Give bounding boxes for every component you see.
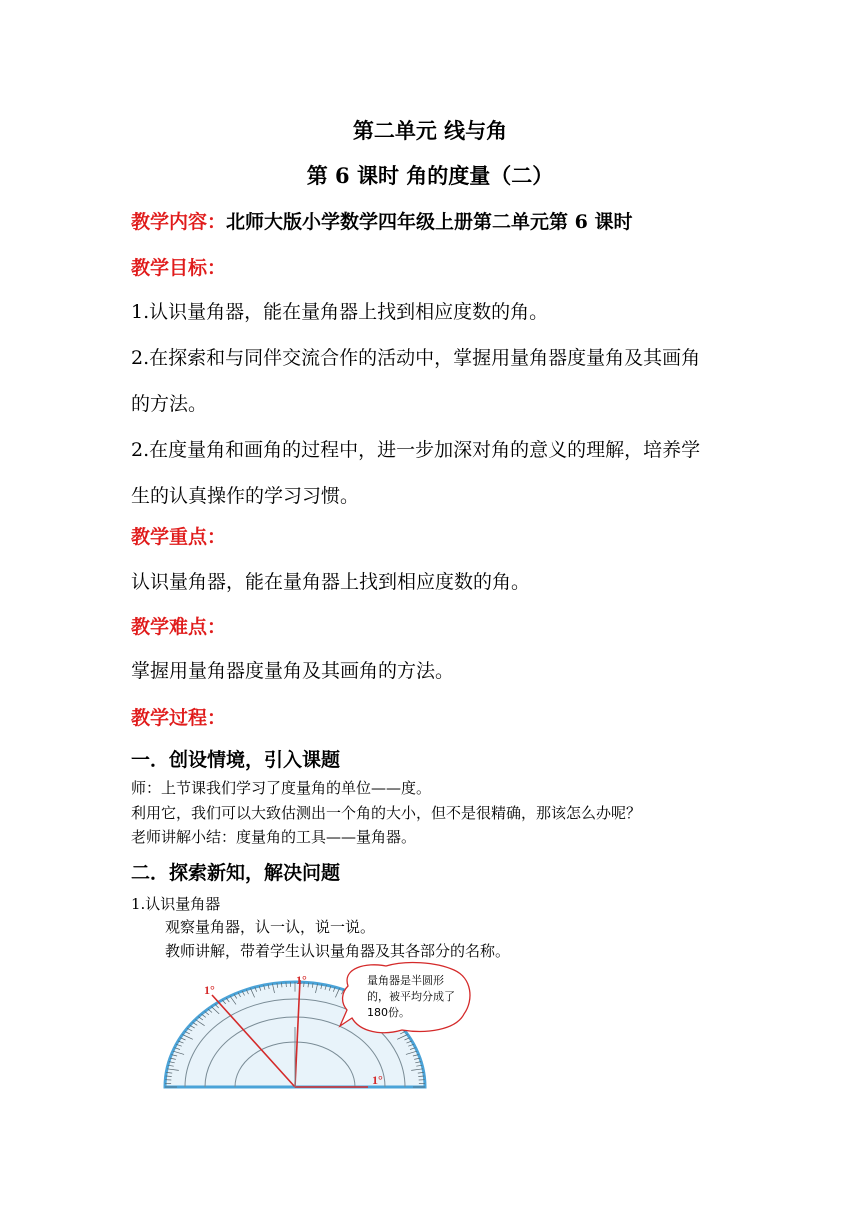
key-point-label: 教学重点：: [131, 526, 227, 548]
speech-bubble-text: 量角器是半圆形的，被平均分成了180份。: [367, 974, 455, 1019]
protractor-tick: [418, 1076, 424, 1077]
content-row: [131, 207, 632, 234]
protractor-tick: [166, 1076, 172, 1077]
objective-3-line-a: 2.在度量角和画角的过程中，进一步加深对角的意义的理解，培养学: [131, 439, 701, 461]
content-text: 北师大版小学数学四年级上册第二单元第 6 课时: [226, 211, 633, 233]
objective-3-line-b: 生的认真操作的学习习惯。: [131, 485, 360, 507]
process-label: 教学过程：: [131, 707, 227, 729]
section-2-heading: 二．探索新知，解决问题: [131, 862, 341, 884]
section-2-line-2: 教师讲解，带着学生认识量角器及其各部分的名称。: [165, 942, 511, 960]
objectives-label: 教学目标：: [131, 257, 227, 279]
protractor-tick: [286, 982, 287, 987]
unit-title: 第二单元 线与角: [352, 118, 508, 143]
section-1-heading: 一．创设情境，引入课题: [131, 749, 341, 771]
section-2-subheading: 1.认识量角器: [131, 895, 221, 913]
difficulty-label: 教学难点：: [131, 616, 227, 638]
content-label: 教学内容：: [131, 211, 227, 233]
lesson-title: 第 6 课时 角的度量（二）: [306, 163, 554, 188]
objective-2-line-b: 的方法。: [131, 393, 208, 415]
difficulty-text: 掌握用量角器度量角及其画角的方法。: [131, 660, 455, 682]
degree-label-left: 1°: [204, 983, 215, 997]
section-2-line-1: 观察量角器，认一认，说一说。: [165, 918, 376, 936]
section-1-line-2: 利用它，我们可以大致估测出一个角的大小，但不是很精确，那该怎么办呢？: [131, 804, 642, 822]
section-1-line-3: 老师讲解小结：度量角的工具——量角器。: [131, 828, 417, 846]
key-point-text: 认识量角器，能在量角器上找到相应度数的角。: [131, 571, 531, 593]
degree-label-right: 1°: [372, 1073, 383, 1087]
objective-1: 1.认识量角器，能在量角器上找到相应度数的角。: [131, 301, 549, 323]
degree-label-top: 1°: [296, 973, 307, 987]
objective-2-line-a: 2.在探索和与同伴交流合作的活动中，掌握用量角器度量角及其画角: [131, 347, 701, 369]
section-1-line-1: 师：上节课我们学习了度量角的单位——度。: [131, 779, 432, 797]
